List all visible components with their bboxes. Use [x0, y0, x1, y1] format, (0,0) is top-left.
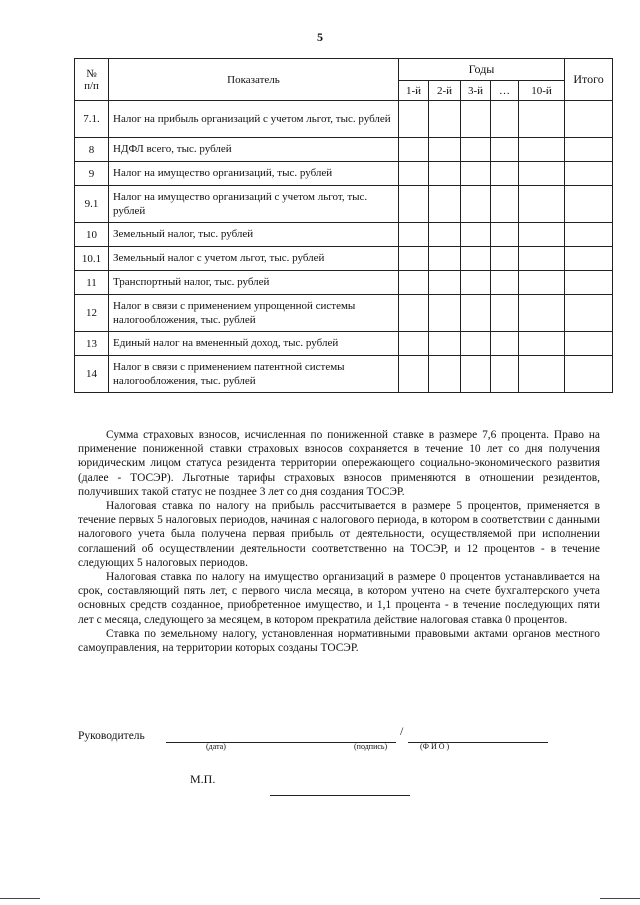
cell: [519, 356, 565, 393]
date-caption: (дата): [206, 742, 226, 751]
table-row: [75, 101, 613, 138]
table-row: [75, 223, 613, 247]
cell: [519, 271, 565, 295]
page-number: 5: [317, 30, 323, 44]
cell: [491, 186, 519, 223]
cell: [519, 332, 565, 356]
row-num: 11: [75, 271, 109, 295]
cell: [399, 138, 429, 162]
row-num: 13: [75, 332, 109, 356]
stamp-label: М.П.: [190, 772, 216, 786]
header-total: Итого: [565, 59, 613, 101]
header-year-10: 10-й: [519, 81, 565, 101]
header-indicator: Показатель: [109, 59, 399, 101]
cell: [399, 162, 429, 186]
page-edge-mark: [0, 898, 40, 899]
page-edge-mark: [600, 898, 640, 899]
cell: [399, 186, 429, 223]
cell: [519, 186, 565, 223]
cell: [429, 295, 461, 332]
cell: [519, 223, 565, 247]
cell: [461, 186, 491, 223]
cell: [461, 223, 491, 247]
row-name: Налог в связи с применением патентной системы налогообложения, тыс. рублей: [109, 356, 399, 393]
table-row: [75, 138, 613, 162]
cell: [565, 186, 613, 223]
cell: [491, 138, 519, 162]
row-num: 8: [75, 138, 109, 162]
cell: [491, 162, 519, 186]
cell: [491, 247, 519, 271]
cell: [461, 101, 491, 138]
cell: [461, 247, 491, 271]
signature-block: [78, 724, 618, 760]
row-name: Налог на имущество организаций с учетом льгот, тыс. рублей: [109, 186, 399, 223]
cell: [491, 271, 519, 295]
cell: [565, 138, 613, 162]
row-num: 14: [75, 356, 109, 393]
cell: [429, 356, 461, 393]
table-row: [75, 356, 613, 393]
cell: [519, 138, 565, 162]
cell: [429, 332, 461, 356]
cell: [519, 101, 565, 138]
cell: [565, 223, 613, 247]
row-num: 10: [75, 223, 109, 247]
cell: [491, 101, 519, 138]
header-year-2: 2-й: [429, 81, 461, 101]
signature-slash: /: [400, 724, 404, 738]
indicators-table: [74, 58, 613, 393]
cell: [429, 247, 461, 271]
table-row: [75, 271, 613, 295]
cell: [399, 101, 429, 138]
cell: [565, 295, 613, 332]
cell: [491, 356, 519, 393]
row-num: 9.1: [75, 186, 109, 223]
paragraph-profit-tax: Налоговая ставка по налогу на прибыль рассчитывается в размере 5 процентов, применяется в течение первых 5 налоговых периодов, начиная с налогового периода, в котором в соответствии с данными налогового учета была получена первая прибыль от деятельности, осуществляемой при исполнении соглашений об осуществлении деятельности соответственно на ТОСЭР, и 12 процентов - в течение следующих 5 налоговых периодов.: [78, 500, 600, 569]
cell: [399, 356, 429, 393]
cell: [491, 223, 519, 247]
paragraph-property-tax: Налоговая ставка по налогу на имущество организаций в размере 0 процентов устанавливается на срок, составляющий пять лет, с первого числа месяца, в котором учтено на счете бухгалтерского учета основных средств созданное, приобретенное имущество, и 1,1 процента - в течение последующих пяти лет с месяца, следующего за месяцем, в котором прекратила действие налоговая ставка 0 процентов.: [78, 571, 600, 626]
paragraph-land-tax: Ставка по земельному налогу, установленная нормативными правовыми актами органов местного самоуправления, на территории которых созданы ТОСЭР.: [78, 627, 600, 655]
cell: [491, 295, 519, 332]
header-year-3: 3-й: [461, 81, 491, 101]
paragraph-insurance: Сумма страховых взносов, исчисленная по пониженной ставке в размере 7,6 процента. Право на применение пониженной ставки страховых взносов сохраняется в течение 10 лет со дня получения юридическим лицом статуса резидента территории опережающего социально-экономического развития (далее - ТОСЭР). Льготные тарифы страховых взносов применяются в отношении резидентов, получивших такой статус не позднее 3 лет со дня создания ТОСЭР.: [78, 429, 600, 498]
cell: [519, 247, 565, 271]
table-row: [75, 162, 613, 186]
row-name: Единый налог на вмененный доход, тыс. рублей: [109, 332, 399, 356]
body-text: [78, 428, 600, 655]
row-name: Налог на имущество организаций, тыс. рублей: [109, 162, 399, 186]
cell: [565, 162, 613, 186]
cell: [461, 356, 491, 393]
cell: [565, 101, 613, 138]
row-name: Земельный налог, тыс. рублей: [109, 223, 399, 247]
cell: [461, 162, 491, 186]
row-name: Налог в связи с применением упрощенной системы налогообложения, тыс. рублей: [109, 295, 399, 332]
cell: [491, 332, 519, 356]
cell: [399, 271, 429, 295]
table-row: [75, 247, 613, 271]
cell: [461, 138, 491, 162]
cell: [429, 101, 461, 138]
row-num: 7.1.: [75, 101, 109, 138]
header-years: Годы: [399, 59, 565, 81]
header-year-ellipsis: …: [491, 81, 519, 101]
cell: [565, 356, 613, 393]
cell: [429, 223, 461, 247]
cell: [429, 271, 461, 295]
row-name: НДФЛ всего, тыс. рублей: [109, 138, 399, 162]
row-num: 10.1: [75, 247, 109, 271]
cell: [565, 332, 613, 356]
cell: [399, 295, 429, 332]
cell: [429, 162, 461, 186]
table-row: [75, 186, 613, 223]
row-num: 12: [75, 295, 109, 332]
signature-label: Руководитель: [78, 730, 145, 742]
cell: [429, 186, 461, 223]
cell: [399, 247, 429, 271]
row-num: 9: [75, 162, 109, 186]
stamp-line: [270, 795, 410, 796]
header-num: № п/п: [75, 59, 109, 101]
row-name: Транспортный налог, тыс. рублей: [109, 271, 399, 295]
cell: [429, 138, 461, 162]
cell: [519, 162, 565, 186]
table-row: [75, 332, 613, 356]
sign-caption: (подпись): [354, 742, 388, 751]
cell: [399, 332, 429, 356]
cell: [565, 247, 613, 271]
row-name: Налог на прибыль организаций с учетом льгот, тыс. рублей: [109, 101, 399, 138]
fio-caption: (Ф И О ): [420, 742, 450, 751]
cell: [461, 271, 491, 295]
cell: [461, 295, 491, 332]
cell: [565, 271, 613, 295]
cell: [519, 295, 565, 332]
header-year-1: 1-й: [399, 81, 429, 101]
cell: [399, 223, 429, 247]
cell: [461, 332, 491, 356]
table-row: [75, 295, 613, 332]
row-name: Земельный налог с учетом льгот, тыс. рублей: [109, 247, 399, 271]
